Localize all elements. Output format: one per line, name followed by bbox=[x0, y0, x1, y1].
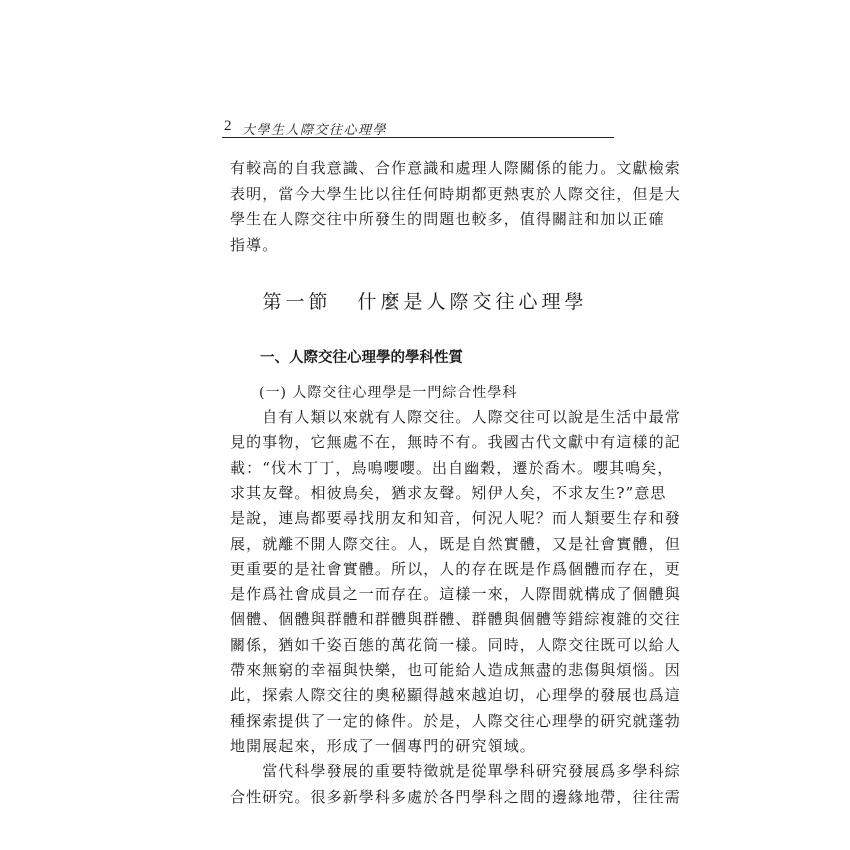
text-line: 合性研究。很多新學科多處於各門學科之間的邊緣地帶，往往需 bbox=[230, 787, 681, 806]
running-header bbox=[222, 118, 614, 138]
text-line: 個體、個體與群體和群體與群體、群體與個體等錯綜複雜的交往 bbox=[230, 610, 681, 629]
text-line: 種探索提供了一定的條件。於是，人際交往心理學的研究就蓬勃 bbox=[230, 711, 681, 730]
text-line: 求其友聲。相彼鳥矣，猶求友聲。矧伊人矣，不求友生?”意思 bbox=[230, 483, 667, 502]
text-line: 有較高的自我意識、合作意識和處理人際關係的能力。文獻檢索 bbox=[230, 159, 681, 177]
subsubheading: (一) 人際交往心理學是一門綜合性學科 bbox=[259, 385, 518, 401]
text-line: 是作爲社會成員之一而存在。這樣一來，人際間就構成了個體與 bbox=[230, 585, 681, 604]
section-name: 什麼是人際交往心理學 bbox=[357, 291, 588, 313]
text-line: 帶來無窮的幸福與快樂，也可能給人造成無盡的悲傷與煩惱。因 bbox=[230, 661, 681, 679]
text-line: 指導。 bbox=[230, 235, 279, 254]
text-line: 關係，猶如千姿百態的萬花筒一樣。同時，人際交往既可以給人 bbox=[230, 635, 681, 654]
text-line: 自有人類以來就有人際交往。人際交往可以說是生活中最常 bbox=[230, 408, 681, 426]
text-line: 表明，當今大學生比以往任何時期都更熱衷於人際交往，但是大 bbox=[230, 184, 681, 203]
text-line: 更重要的是社會實體。所以，人的存在既是作爲個體而存在，更 bbox=[230, 559, 681, 578]
page-number: 2 bbox=[224, 118, 232, 134]
text-line: 當代科學發展的重要特徵就是從單學科研究發展爲多學科綜 bbox=[230, 762, 681, 781]
text-line: 展，就離不開人際交往。人，既是自然實體，又是社會實體，但 bbox=[230, 534, 681, 553]
text-line: 載：“伐木丁丁，鳥鳴嚶嚶。出自幽穀，遷於喬木。嚶其鳴矣， bbox=[230, 458, 674, 477]
text-line: 地開展起來，形成了一個專門的研究領域。 bbox=[230, 736, 536, 755]
section-number: 第一節 bbox=[262, 291, 332, 313]
text-line: 學生在人際交往中所發生的問題也較多，值得關註和加以正確 bbox=[230, 210, 665, 228]
section-title bbox=[0, 287, 850, 314]
book-title: 大學生人際交往心理學 bbox=[242, 123, 388, 138]
text-line: 見的事物，它無處不在，無時不有。我國古代文獻中有這樣的記 bbox=[230, 433, 681, 452]
text-line: 是說，連鳥都要尋找朋友和知音，何況人呢？而人類要生存和發 bbox=[230, 509, 681, 528]
text-line: 此，探索人際交往的奧秘顯得越來越迫切，心理學的發展也爲這 bbox=[230, 686, 681, 705]
subheading: 一、人際交往心理學的學科性質 bbox=[260, 350, 463, 366]
